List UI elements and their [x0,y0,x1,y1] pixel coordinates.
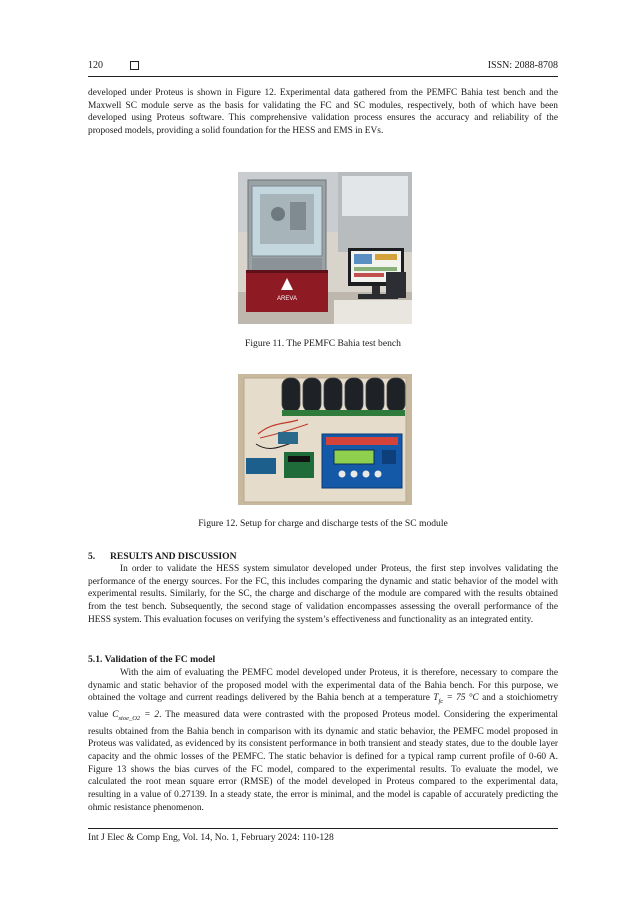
section-5-number: 5. [88,551,96,562]
header-rule [88,76,558,77]
areva-logo-text: AREVA [277,296,297,302]
section-5-1-text-c: . The measured data were contrasted with the proposed Proteus model. Considering the experimental results obtained from the Bahia bench in comparison with its dynamic and static behavior, the PEMFC model proposed in Proteus was validated, as evidenced by its consistent performance in both transient and steady states, due to the double layer capacity and the ohmic losses of the PEMFC. The static behavior is defined for a typical ramp current profile of 0-60 A. Figure 13 shows the bias curves of the FC model, compared to the experimental results. To evaluate the model, we calculated the root mean square error (RMSE) of the model developed in Proteus compared to the experimental data, resulting in a value of 0.27139. In a steady state, the error is minimal, and the model is capable of accurately predicting the ohmic resistance phenomenon. [88,709,558,813]
section-5-1-paragraph [88,667,558,814]
figure-12-photo [238,374,412,505]
figure-11-photo [238,172,412,324]
temperature-subscript: fc [438,698,444,706]
temperature-symbol: T [433,693,439,704]
temperature-value: = 75 °C [443,693,479,704]
stoichiometry-symbol: C [112,709,119,720]
page-header [88,60,558,74]
square-bullet-icon [130,61,139,70]
figure-12-caption: Figure 12. Setup for charge and discharge tests of the SC module [198,518,448,529]
stoichiometry-value: = 2 [140,709,160,720]
page-number: 120 [88,60,103,71]
section-5-1-text-a: With the aim of evaluating the PEMFC model developed under Proteus, it is therefore, necessary to compare the dynamic and static behavior of the proposed model with the experimental data of the Bahia bench. For this purpose, we obtained the voltage and current readings delivered by the Bahia bench at a temperature [88,668,558,704]
section-5-1-text-b: and a stoichiometry value [88,693,559,720]
stoichiometry-subscript: stoe_O2 [118,714,141,722]
footer-rule [88,828,558,829]
section-5-heading [88,551,237,562]
issn-label: ISSN: 2088-8708 [487,60,558,71]
figure-11-caption: Figure 11. The PEMFC Bahia test bench [245,338,401,349]
intro-paragraph: developed under Proteus is shown in Figure 12. Experimental data gathered from the PEMFC Bahia test bench and the Maxwell SC module serve as the basis for validating the FC and SC modules, respectively, both of which have been developed using Proteus software. This comprehensive validation process ensures the accuracy and reliability of the proposed models, providing a solid foundation for the HESS and EMS in EVs. [88,88,558,137]
section-5-paragraph: In order to validate the HESS system simulator developed under Proteus, the first step involves validating the performance of the energy sources. For the FC, this includes comparing the dynamic and static behavior of the model with experimental results. Similarly, for the SC, the charge and discharge of the module are compared with the results obtained from the test bench. Subsequently, the second stage of validation encompasses assessing the overall performance of the HESS system. This evaluation focuses on verifying the system’s effectiveness and functionality as an integrated entity. [88,564,558,625]
section-5-title: RESULTS AND DISCUSSION [110,551,237,562]
section-5-1-heading: 5.1. Validation of the FC model [88,654,216,665]
journal-footer: Int J Elec & Comp Eng, Vol. 14, No. 1, February 2024: 110-128 [88,832,334,843]
